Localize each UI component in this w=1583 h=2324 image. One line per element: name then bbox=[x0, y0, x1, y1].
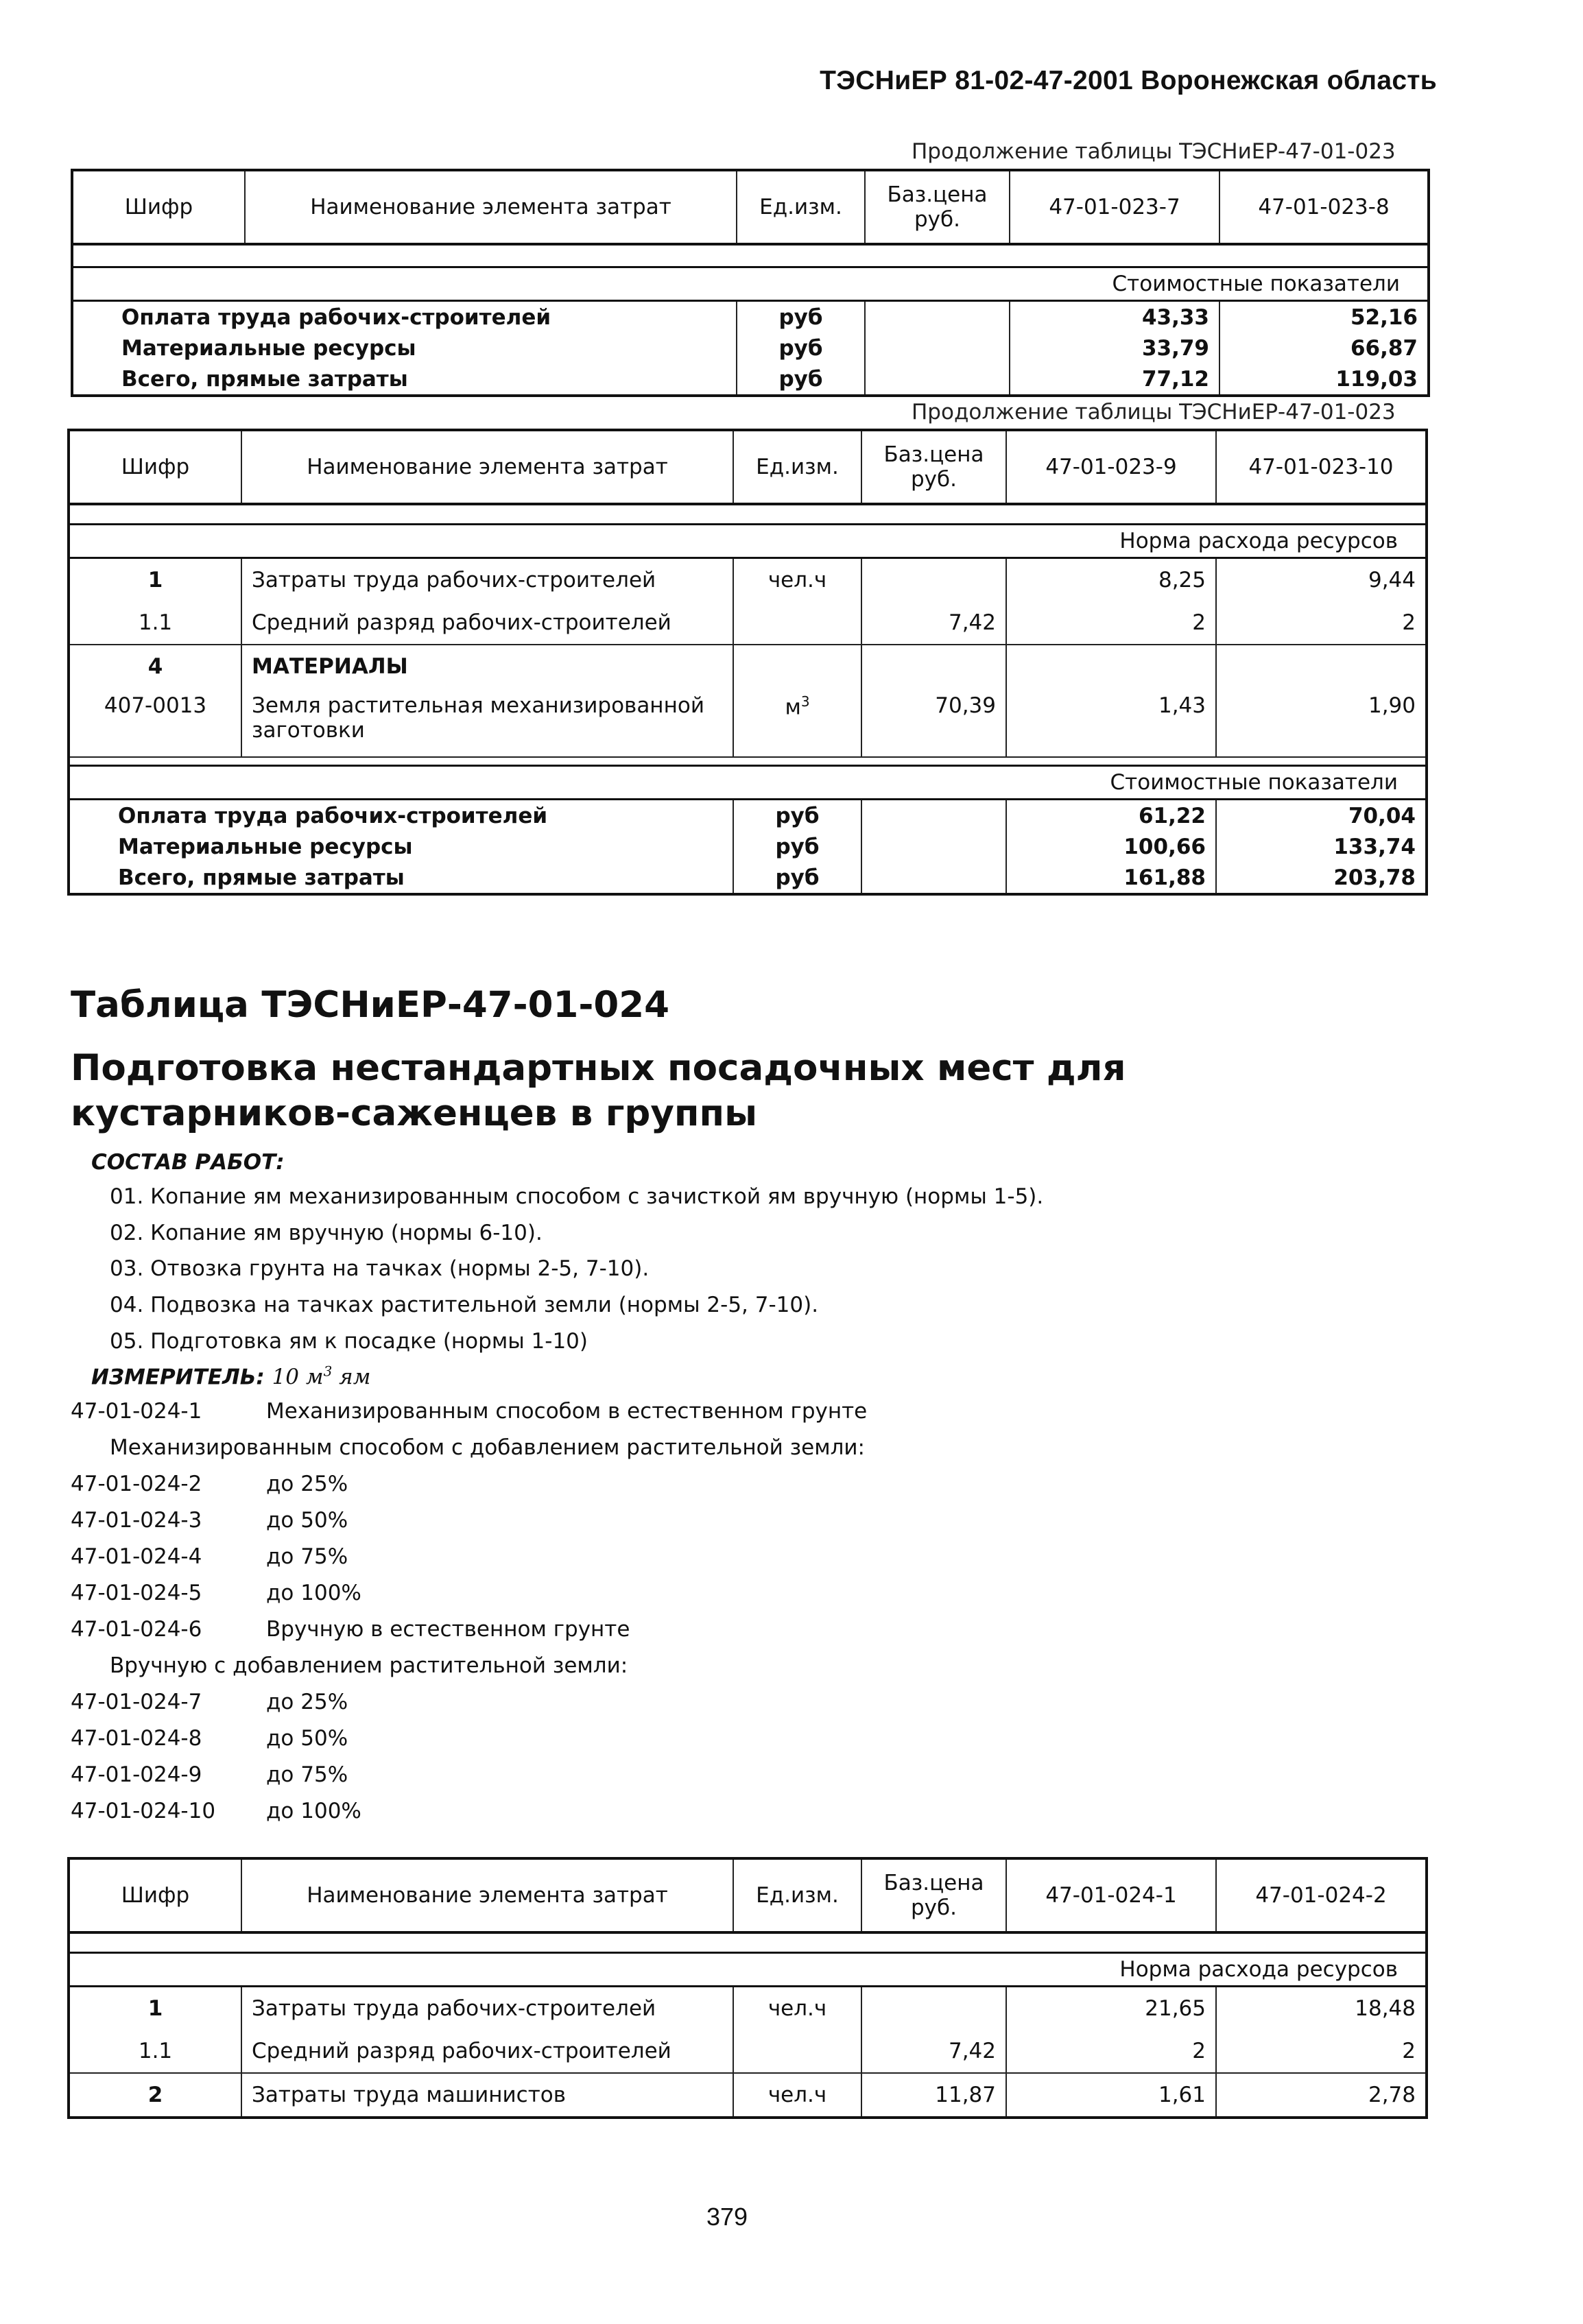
sum-unit: руб bbox=[737, 333, 865, 363]
work-composition-label: СОСТАВ РАБОТ: bbox=[91, 1150, 285, 1175]
page-number: 379 bbox=[706, 2203, 748, 2231]
table-row bbox=[69, 645, 1427, 688]
cell-code: 1.1 bbox=[69, 2030, 241, 2073]
sum-value: 203,78 bbox=[1216, 862, 1427, 894]
cell-code: 2 bbox=[69, 2073, 241, 2118]
norm-item: 47-01-024-4 до 75% bbox=[71, 1544, 348, 1569]
table-row bbox=[72, 363, 1429, 396]
cell-value: 2 bbox=[1216, 601, 1427, 645]
section-label: Норма расхода ресурсов bbox=[69, 525, 1427, 558]
cell-name: Затраты труда машинистов bbox=[241, 2073, 733, 2118]
cell-value: 2 bbox=[1006, 601, 1216, 645]
cell-code: 4 bbox=[69, 645, 241, 688]
table-row bbox=[69, 601, 1427, 645]
col-name-header: Наименование элемента затрат bbox=[241, 1858, 733, 1932]
table-b bbox=[67, 429, 1428, 896]
col-norm-header: 47-01-024-1 bbox=[1006, 1858, 1216, 1932]
norm-item: 47-01-024-1 Механизированным способом в естественном грунте bbox=[71, 1399, 868, 1424]
table-row bbox=[69, 831, 1427, 862]
table-row bbox=[72, 333, 1429, 363]
sum-value: 133,74 bbox=[1216, 831, 1427, 862]
cell-price: 7,42 bbox=[861, 601, 1006, 645]
col-unit-header: Ед.изм. bbox=[737, 170, 865, 244]
norm-item: 47-01-024-7 до 25% bbox=[71, 1690, 348, 1714]
section-label: Стоимостные показатели bbox=[72, 267, 1429, 301]
cell-unit: $м^3$ bbox=[733, 688, 861, 757]
table-row bbox=[72, 301, 1429, 333]
cell-name: Средний разряд рабочих-строителей bbox=[241, 601, 733, 645]
cell-name: Земля растительная механизированной заготовки bbox=[241, 688, 733, 757]
table-row bbox=[69, 800, 1427, 832]
work-item: 03. Отвозка грунта на тачках (нормы 2-5, 7-10). bbox=[110, 1256, 650, 1281]
cell-code: 407-0013 bbox=[69, 688, 241, 757]
meter-line bbox=[91, 1363, 370, 1389]
col-norm-header: 47-01-023-10 bbox=[1216, 430, 1427, 504]
table-row bbox=[69, 862, 1427, 894]
cell-value: 18,48 bbox=[1216, 1987, 1427, 2030]
col-norm-header: 47-01-023-7 bbox=[1010, 170, 1219, 244]
sum-label: Оплата труда рабочих-строителей bbox=[72, 301, 737, 333]
work-item: 01. Копание ям механизированным способом с зачисткой ям вручную (нормы 1-5). bbox=[110, 1184, 1044, 1209]
cell-name: Средний разряд рабочих-строителей bbox=[241, 2030, 733, 2073]
sum-unit: руб bbox=[737, 301, 865, 333]
cell-value: 2,78 bbox=[1216, 2073, 1427, 2118]
col-price-header: Баз.цена руб. bbox=[861, 430, 1006, 504]
col-unit-header: Ед.изм. bbox=[733, 1858, 861, 1932]
norm-item: 47-01-024-8 до 50% bbox=[71, 1726, 348, 1751]
sum-value: 161,88 bbox=[1006, 862, 1216, 894]
sum-value: 52,16 bbox=[1219, 301, 1429, 333]
section-label: Норма расхода ресурсов bbox=[69, 1953, 1427, 1987]
col-norm-header: 47-01-023-9 bbox=[1006, 430, 1216, 504]
cell-price bbox=[861, 1987, 1006, 2030]
work-item: 05. Подготовка ям к посадке (нормы 1-10) bbox=[110, 1329, 588, 1354]
table-title: Таблица ТЭСНиЕР-47-01-024 bbox=[71, 984, 669, 1026]
table-a bbox=[71, 169, 1430, 397]
cell-price bbox=[861, 558, 1006, 602]
sum-label: Всего, прямые затраты bbox=[69, 862, 733, 894]
table-a-caption: Продолжение таблицы ТЭСНиЕР-47-01-023 bbox=[912, 139, 1396, 164]
cell-value: 1,43 bbox=[1006, 688, 1216, 757]
table-b-caption: Продолжение таблицы ТЭСНиЕР-47-01-023 bbox=[912, 400, 1396, 424]
col-norm-header: 47-01-023-8 bbox=[1219, 170, 1429, 244]
table-a-header bbox=[72, 170, 1429, 244]
norm-item: 47-01-024-6 Вручную в естественном грунте bbox=[71, 1617, 630, 1642]
cell-unit: чел.ч bbox=[733, 2073, 861, 2118]
cell-price: 7,42 bbox=[861, 2030, 1006, 2073]
sum-value: 100,66 bbox=[1006, 831, 1216, 862]
norm-group-label: Механизированным способом с добавлением растительной земли: bbox=[110, 1435, 865, 1460]
norm-item: 47-01-024-2 до 25% bbox=[71, 1472, 348, 1496]
table-row bbox=[69, 1987, 1427, 2030]
sum-value: 61,22 bbox=[1006, 800, 1216, 832]
sum-label: Материальные ресурсы bbox=[69, 831, 733, 862]
norm-group-label: Вручную с добавлением растительной земли: bbox=[110, 1653, 628, 1678]
cell-value: 2 bbox=[1216, 2030, 1427, 2073]
sum-value: 70,04 bbox=[1216, 800, 1427, 832]
norm-item: 47-01-024-9 до 75% bbox=[71, 1762, 348, 1787]
cell-unit bbox=[733, 2030, 861, 2073]
cell-value: 8,25 bbox=[1006, 558, 1216, 602]
norm-item: 47-01-024-3 до 50% bbox=[71, 1508, 348, 1533]
sum-value: 77,12 bbox=[1010, 363, 1219, 396]
cell-name: Затраты труда рабочих-строителей bbox=[241, 558, 733, 602]
section-heading: Подготовка нестандартных посадочных мест для кустарников-саженцев в группы bbox=[71, 1047, 1126, 1134]
cell-code: 1 bbox=[69, 558, 241, 602]
col-price-header: Баз.цена руб. bbox=[861, 1858, 1006, 1932]
cell-value: 2 bbox=[1006, 2030, 1216, 2073]
cell-unit bbox=[733, 601, 861, 645]
sum-label: Оплата труда рабочих-строителей bbox=[69, 800, 733, 832]
cell-value: 21,65 bbox=[1006, 1987, 1216, 2030]
cell-price: 11,87 bbox=[861, 2073, 1006, 2118]
running-header: ТЭСНиЕР 81-02-47-2001 Воронежская область bbox=[820, 66, 1437, 95]
col-norm-header: 47-01-024-2 bbox=[1216, 1858, 1427, 1932]
cell-value: 1,61 bbox=[1006, 2073, 1216, 2118]
norm-item: 47-01-024-10 до 100% bbox=[71, 1799, 361, 1823]
sum-value: 119,03 bbox=[1219, 363, 1429, 396]
sum-value: 43,33 bbox=[1010, 301, 1219, 333]
sum-label: Материальные ресурсы bbox=[72, 333, 737, 363]
cell-value: 1,90 bbox=[1216, 688, 1427, 757]
sum-unit: руб bbox=[733, 862, 861, 894]
sum-label: Всего, прямые затраты bbox=[72, 363, 737, 396]
sum-value: 66,87 bbox=[1219, 333, 1429, 363]
meter-value: 10 $м^3$ ям bbox=[272, 1363, 371, 1390]
table-row bbox=[69, 2073, 1427, 2118]
col-code-header: Шифр bbox=[69, 430, 241, 504]
sum-value: 33,79 bbox=[1010, 333, 1219, 363]
section-label: Стоимостные показатели bbox=[69, 766, 1427, 800]
cell-unit: чел.ч bbox=[733, 558, 861, 602]
meter-label: ИЗМЕРИТЕЛЬ: bbox=[91, 1365, 265, 1390]
cell-unit: чел.ч bbox=[733, 1987, 861, 2030]
table-row bbox=[69, 2030, 1427, 2073]
work-item: 04. Подвозка на тачках растительной земли (нормы 2-5, 7-10). bbox=[110, 1293, 819, 1317]
col-unit-header: Ед.изм. bbox=[733, 430, 861, 504]
work-item: 02. Копание ям вручную (нормы 6-10). bbox=[110, 1221, 543, 1245]
col-code-header: Шифр bbox=[72, 170, 245, 244]
sum-unit: руб bbox=[737, 363, 865, 396]
sum-unit: руб bbox=[733, 800, 861, 832]
table-c-header bbox=[69, 1858, 1427, 1932]
cell-code: 1.1 bbox=[69, 601, 241, 645]
cell-value: 9,44 bbox=[1216, 558, 1427, 602]
table-row bbox=[69, 688, 1427, 757]
cell-name: Затраты труда рабочих-строителей bbox=[241, 1987, 733, 2030]
col-code-header: Шифр bbox=[69, 1858, 241, 1932]
table-row bbox=[69, 558, 1427, 602]
cell-name: МАТЕРИАЛЫ bbox=[241, 645, 733, 688]
sum-unit: руб bbox=[733, 831, 861, 862]
col-name-header: Наименование элемента затрат bbox=[245, 170, 737, 244]
table-c bbox=[67, 1857, 1428, 2119]
col-name-header: Наименование элемента затрат bbox=[241, 430, 733, 504]
cell-code: 1 bbox=[69, 1987, 241, 2030]
cell-price: 70,39 bbox=[861, 688, 1006, 757]
norm-item: 47-01-024-5 до 100% bbox=[71, 1581, 361, 1605]
table-b-header bbox=[69, 430, 1427, 504]
col-price-header: Баз.цена руб. bbox=[865, 170, 1010, 244]
